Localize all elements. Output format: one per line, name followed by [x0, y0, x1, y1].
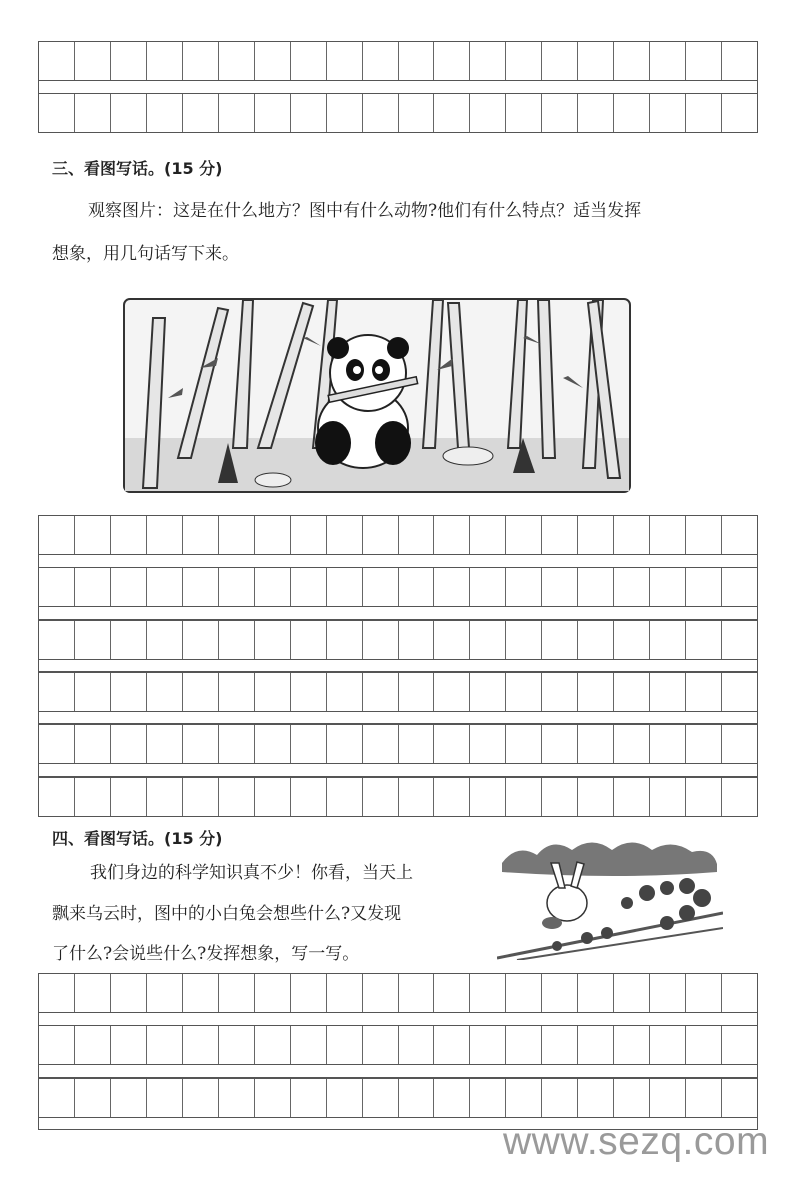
grid-cell[interactable]	[434, 725, 470, 763]
grid-cell[interactable]	[542, 1079, 578, 1117]
grid-cell[interactable]	[506, 778, 542, 816]
grid-cell[interactable]	[650, 42, 686, 80]
grid-cell[interactable]	[686, 621, 722, 659]
grid-cell[interactable]	[614, 568, 650, 606]
grid-cell[interactable]	[506, 516, 542, 554]
grid-cell[interactable]	[363, 725, 399, 763]
section-4-prompt-line-3: 了什么?会说些什么?发挥想象，写一写。	[52, 944, 360, 964]
grid-cell[interactable]	[327, 621, 363, 659]
grid-cell[interactable]	[399, 725, 435, 763]
grid-cell[interactable]	[399, 778, 435, 816]
grid-cell[interactable]	[39, 673, 75, 711]
grid-cell[interactable]	[506, 1079, 542, 1117]
grid-spacer-strip	[38, 1013, 758, 1026]
section-4-prompt-line-2: 飘来乌云时，图中的小白兔会想些什么?又发现	[52, 904, 402, 924]
grid-cell[interactable]	[363, 516, 399, 554]
grid-cell[interactable]	[614, 673, 650, 711]
section-4-heading: 四、看图写话。(15 分)	[52, 829, 223, 848]
rabbit-illustration	[497, 838, 723, 960]
grid-cell[interactable]	[434, 621, 470, 659]
grid-cell[interactable]	[686, 568, 722, 606]
grid-cell[interactable]	[686, 725, 722, 763]
grid-cell[interactable]	[614, 725, 650, 763]
grid-cell[interactable]	[722, 974, 757, 1012]
grid-cell[interactable]	[255, 974, 291, 1012]
grid-cell[interactable]	[506, 42, 542, 80]
grid-cell[interactable]	[291, 621, 327, 659]
grid-cell[interactable]	[578, 1026, 614, 1064]
grid-cell[interactable]	[470, 673, 506, 711]
watermark: www.sezq.com	[503, 1120, 770, 1163]
grid-cell[interactable]	[686, 1079, 722, 1117]
grid-cell[interactable]	[255, 94, 291, 132]
section-3-prompt-line-2: 想象，用几句话写下来。	[52, 244, 239, 264]
grid-cell[interactable]	[39, 621, 75, 659]
grid-cell[interactable]	[75, 42, 111, 80]
grid-cell[interactable]	[183, 725, 219, 763]
grid-cell[interactable]	[255, 1079, 291, 1117]
grid-cell[interactable]	[686, 974, 722, 1012]
grid-cell[interactable]	[470, 725, 506, 763]
grid-cell[interactable]	[434, 568, 470, 606]
grid-cell[interactable]	[578, 974, 614, 1012]
grid-cell[interactable]	[147, 621, 183, 659]
grid-cell[interactable]	[291, 516, 327, 554]
grid-cell[interactable]	[39, 42, 75, 80]
grid-cell[interactable]	[183, 568, 219, 606]
grid-cell[interactable]	[542, 725, 578, 763]
grid-cell[interactable]	[327, 568, 363, 606]
grid-cell[interactable]	[183, 673, 219, 711]
grid-cell[interactable]	[434, 974, 470, 1012]
grid-cell[interactable]	[363, 94, 399, 132]
grid-cell[interactable]	[327, 1026, 363, 1064]
grid-cell[interactable]	[722, 778, 757, 816]
section-4-prompt-line-1: 我们身边的科学知识真不少！你看，当天上	[90, 863, 413, 883]
grid-cell[interactable]	[255, 778, 291, 816]
grid-cell[interactable]	[399, 42, 435, 80]
grid-row	[38, 672, 758, 712]
grid-cell[interactable]	[363, 568, 399, 606]
grid-cell[interactable]	[434, 1026, 470, 1064]
writing-grid-section-4	[38, 973, 758, 1129]
writing-grid-section-3	[38, 515, 758, 816]
grid-cell[interactable]	[542, 568, 578, 606]
grid-cell[interactable]	[399, 94, 435, 132]
grid-cell[interactable]	[255, 42, 291, 80]
grid-cell[interactable]	[614, 778, 650, 816]
grid-cell[interactable]	[686, 94, 722, 132]
grid-cell[interactable]	[183, 516, 219, 554]
grid-cell[interactable]	[75, 568, 111, 606]
grid-cell[interactable]	[542, 778, 578, 816]
grid-cell[interactable]	[75, 1079, 111, 1117]
grid-cell[interactable]	[614, 516, 650, 554]
grid-cell[interactable]	[506, 725, 542, 763]
grid-cell[interactable]	[255, 673, 291, 711]
grid-cell[interactable]	[722, 42, 757, 80]
grid-cell[interactable]	[542, 1026, 578, 1064]
grid-cell[interactable]	[650, 1079, 686, 1117]
grid-cell[interactable]	[578, 94, 614, 132]
grid-cell[interactable]	[291, 778, 327, 816]
grid-cell[interactable]	[39, 1026, 75, 1064]
grid-cell[interactable]	[327, 673, 363, 711]
grid-cell[interactable]	[255, 1026, 291, 1064]
grid-cell[interactable]	[470, 621, 506, 659]
grid-cell[interactable]	[75, 725, 111, 763]
grid-cell[interactable]	[219, 568, 255, 606]
grid-cell[interactable]	[722, 1026, 757, 1064]
writing-grid-top	[38, 41, 758, 133]
grid-spacer-strip	[38, 81, 758, 94]
grid-cell[interactable]	[39, 725, 75, 763]
grid-cell[interactable]	[111, 516, 147, 554]
grid-cell[interactable]	[39, 778, 75, 816]
grid-cell[interactable]	[399, 1079, 435, 1117]
grid-cell[interactable]	[39, 1079, 75, 1117]
grid-cell[interactable]	[147, 1026, 183, 1064]
grid-cell[interactable]	[219, 516, 255, 554]
grid-cell[interactable]	[327, 42, 363, 80]
grid-cell[interactable]	[327, 974, 363, 1012]
grid-cell[interactable]	[327, 516, 363, 554]
grid-cell[interactable]	[614, 621, 650, 659]
grid-cell[interactable]	[470, 42, 506, 80]
grid-cell[interactable]	[506, 568, 542, 606]
grid-cell[interactable]	[686, 42, 722, 80]
grid-cell[interactable]	[650, 1026, 686, 1064]
grid-cell[interactable]	[650, 94, 686, 132]
grid-cell[interactable]	[470, 778, 506, 816]
grid-row	[38, 1025, 758, 1065]
grid-cell[interactable]	[506, 673, 542, 711]
grid-cell[interactable]	[75, 516, 111, 554]
grid-cell[interactable]	[470, 1079, 506, 1117]
grid-cell[interactable]	[75, 974, 111, 1012]
grid-cell[interactable]	[434, 94, 470, 132]
grid-cell[interactable]	[506, 1026, 542, 1064]
grid-cell[interactable]	[291, 725, 327, 763]
grid-cell[interactable]	[147, 516, 183, 554]
grid-cell[interactable]	[147, 42, 183, 80]
grid-cell[interactable]	[470, 974, 506, 1012]
grid-row	[38, 567, 758, 607]
grid-cell[interactable]	[111, 673, 147, 711]
grid-cell[interactable]	[542, 516, 578, 554]
grid-cell[interactable]	[578, 568, 614, 606]
grid-cell[interactable]	[111, 1079, 147, 1117]
grid-cell[interactable]	[399, 974, 435, 1012]
grid-cell[interactable]	[578, 516, 614, 554]
grid-cell[interactable]	[219, 42, 255, 80]
grid-cell[interactable]	[650, 568, 686, 606]
grid-row	[38, 777, 758, 817]
grid-cell[interactable]	[363, 673, 399, 711]
grid-cell[interactable]	[111, 974, 147, 1012]
grid-cell[interactable]	[614, 974, 650, 1012]
grid-cell[interactable]	[722, 568, 757, 606]
grid-cell[interactable]	[686, 673, 722, 711]
grid-cell[interactable]	[363, 1026, 399, 1064]
grid-spacer-strip	[38, 764, 758, 777]
grid-cell[interactable]	[255, 621, 291, 659]
grid-cell[interactable]	[578, 42, 614, 80]
grid-cell[interactable]	[219, 725, 255, 763]
grid-cell[interactable]	[39, 974, 75, 1012]
grid-cell[interactable]	[650, 516, 686, 554]
grid-cell[interactable]	[650, 621, 686, 659]
grid-cell[interactable]	[542, 673, 578, 711]
grid-cell[interactable]	[111, 778, 147, 816]
grid-cell[interactable]	[111, 725, 147, 763]
grid-cell[interactable]	[399, 568, 435, 606]
grid-cell[interactable]	[614, 1079, 650, 1117]
grid-cell[interactable]	[686, 516, 722, 554]
grid-cell[interactable]	[686, 1026, 722, 1064]
grid-cell[interactable]	[39, 568, 75, 606]
grid-cell[interactable]	[363, 621, 399, 659]
grid-cell[interactable]	[255, 516, 291, 554]
grid-cell[interactable]	[327, 94, 363, 132]
grid-cell[interactable]	[434, 42, 470, 80]
grid-row	[38, 41, 758, 81]
grid-cell[interactable]	[291, 94, 327, 132]
grid-row	[38, 973, 758, 1013]
grid-cell[interactable]	[75, 621, 111, 659]
grid-cell[interactable]	[614, 94, 650, 132]
grid-cell[interactable]	[578, 1079, 614, 1117]
grid-cell[interactable]	[39, 94, 75, 132]
grid-cell[interactable]	[111, 94, 147, 132]
grid-cell[interactable]	[614, 1026, 650, 1064]
grid-cell[interactable]	[722, 516, 757, 554]
grid-cell[interactable]	[183, 42, 219, 80]
grid-cell[interactable]	[219, 94, 255, 132]
grid-cell[interactable]	[255, 725, 291, 763]
grid-cell[interactable]	[219, 621, 255, 659]
grid-cell[interactable]	[542, 621, 578, 659]
grid-spacer-strip	[38, 1065, 758, 1078]
grid-cell[interactable]	[183, 94, 219, 132]
grid-cell[interactable]	[147, 974, 183, 1012]
grid-cell[interactable]	[75, 778, 111, 816]
grid-cell[interactable]	[363, 1079, 399, 1117]
grid-cell[interactable]	[434, 778, 470, 816]
grid-cell[interactable]	[183, 621, 219, 659]
panda-illustration	[123, 298, 631, 493]
grid-cell[interactable]	[470, 516, 506, 554]
grid-cell[interactable]	[291, 1079, 327, 1117]
grid-cell[interactable]	[75, 673, 111, 711]
grid-cell[interactable]	[650, 725, 686, 763]
grid-cell[interactable]	[650, 673, 686, 711]
grid-cell[interactable]	[291, 673, 327, 711]
grid-cell[interactable]	[147, 673, 183, 711]
grid-cell[interactable]	[506, 974, 542, 1012]
grid-cell[interactable]	[219, 1026, 255, 1064]
grid-cell[interactable]	[650, 974, 686, 1012]
grid-cell[interactable]	[255, 568, 291, 606]
grid-cell[interactable]	[147, 778, 183, 816]
grid-cell[interactable]	[363, 778, 399, 816]
grid-cell[interactable]	[291, 42, 327, 80]
grid-cell[interactable]	[722, 94, 757, 132]
grid-cell[interactable]	[434, 1079, 470, 1117]
grid-row	[38, 1078, 758, 1118]
grid-cell[interactable]	[111, 621, 147, 659]
grid-cell[interactable]	[291, 974, 327, 1012]
grid-cell[interactable]	[578, 725, 614, 763]
grid-cell[interactable]	[111, 42, 147, 80]
grid-cell[interactable]	[75, 94, 111, 132]
grid-cell[interactable]	[399, 516, 435, 554]
grid-row	[38, 724, 758, 764]
grid-cell[interactable]	[578, 621, 614, 659]
grid-cell[interactable]	[219, 974, 255, 1012]
grid-cell[interactable]	[111, 568, 147, 606]
grid-cell[interactable]	[183, 1079, 219, 1117]
grid-cell[interactable]	[363, 974, 399, 1012]
grid-cell[interactable]	[650, 778, 686, 816]
grid-cell[interactable]	[578, 673, 614, 711]
grid-cell[interactable]	[219, 1079, 255, 1117]
grid-cell[interactable]	[219, 778, 255, 816]
grid-cell[interactable]	[506, 621, 542, 659]
grid-cell[interactable]	[614, 42, 650, 80]
grid-cell[interactable]	[434, 516, 470, 554]
grid-cell[interactable]	[722, 725, 757, 763]
grid-spacer-strip	[38, 660, 758, 673]
grid-cell[interactable]	[722, 673, 757, 711]
grid-cell[interactable]	[147, 94, 183, 132]
grid-cell[interactable]	[542, 974, 578, 1012]
grid-row	[38, 515, 758, 555]
grid-row	[38, 93, 758, 133]
grid-cell[interactable]	[183, 778, 219, 816]
grid-cell[interactable]	[147, 568, 183, 606]
grid-cell[interactable]	[722, 1079, 757, 1117]
grid-cell[interactable]	[327, 778, 363, 816]
grid-cell[interactable]	[506, 94, 542, 132]
grid-cell[interactable]	[111, 1026, 147, 1064]
grid-cell[interactable]	[542, 42, 578, 80]
grid-cell[interactable]	[722, 621, 757, 659]
grid-cell[interactable]	[470, 1026, 506, 1064]
grid-cell[interactable]	[183, 974, 219, 1012]
grid-cell[interactable]	[39, 516, 75, 554]
grid-cell[interactable]	[578, 778, 614, 816]
section-3-heading: 三、看图写话。(15 分)	[52, 159, 223, 178]
grid-cell[interactable]	[183, 1026, 219, 1064]
grid-cell[interactable]	[291, 568, 327, 606]
grid-cell[interactable]	[686, 778, 722, 816]
grid-spacer-strip	[38, 555, 758, 568]
grid-cell[interactable]	[147, 725, 183, 763]
grid-cell[interactable]	[399, 621, 435, 659]
grid-row	[38, 620, 758, 660]
grid-cell[interactable]	[399, 1026, 435, 1064]
grid-cell[interactable]	[75, 1026, 111, 1064]
grid-cell[interactable]	[147, 1079, 183, 1117]
grid-cell[interactable]	[327, 1079, 363, 1117]
grid-cell[interactable]	[327, 725, 363, 763]
grid-cell[interactable]	[470, 568, 506, 606]
grid-cell[interactable]	[291, 1026, 327, 1064]
grid-cell[interactable]	[434, 673, 470, 711]
section-3-prompt-line-1: 观察图片：这是在什么地方？图中有什么动物?他们有什么特点？适当发挥	[88, 201, 642, 221]
grid-cell[interactable]	[363, 42, 399, 80]
grid-spacer-strip	[38, 607, 758, 620]
grid-cell[interactable]	[399, 673, 435, 711]
grid-cell[interactable]	[542, 94, 578, 132]
grid-cell[interactable]	[470, 94, 506, 132]
grid-cell[interactable]	[219, 673, 255, 711]
grid-spacer-strip	[38, 712, 758, 725]
